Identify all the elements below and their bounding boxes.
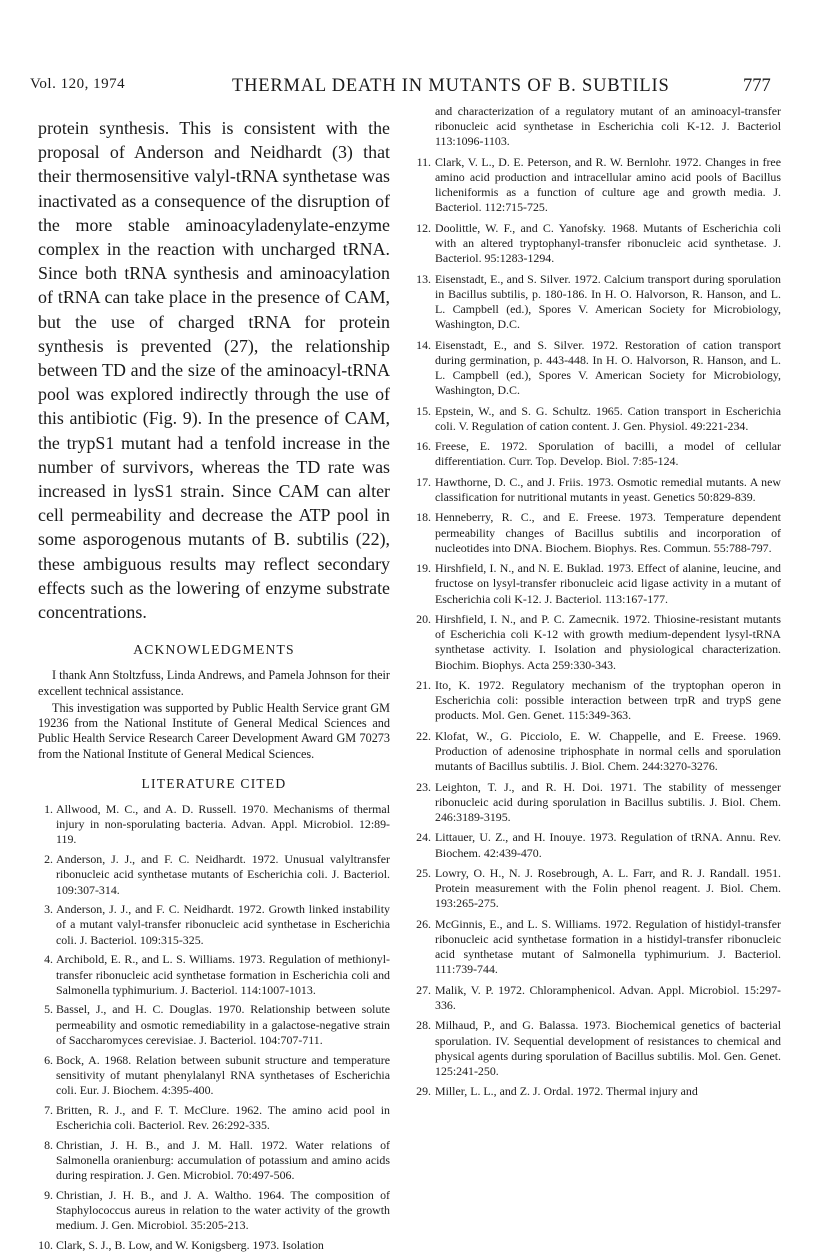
- reference-item: [413, 338, 781, 399]
- reference-text: Hawthorne, D. C., and J. Friis. 1973. Osmotic remedial mutants. A new classification for nutritional mutants in yeast. Genetics 50:829-839.: [435, 474, 781, 504]
- reference-text: Eisenstadt, E., and S. Silver. 1972. Restoration of cation transport during germination, p. 443-448. In H. O. Halvorson, R. Hanson, and L. L. Campbell (ed.), Spores V. American Society for Microbiology, Washington, D.C.: [435, 337, 781, 398]
- reference-item: [38, 802, 390, 848]
- reference-number: 15.: [416, 403, 431, 418]
- reference-text: Ito, K. 1972. Regulatory mechanism of the tryptophan operon in Escherichia coli: possible interaction between trpR and trypS gene products. Mol. Gen. Genet. 115:349-363.: [435, 677, 781, 723]
- reference-number: 9.: [44, 1187, 53, 1202]
- reference-number: 21.: [416, 677, 431, 692]
- reference-text: Epstein, W., and S. G. Schultz. 1965. Cation transport in Escherichia coli. V. Regulation of cation content. J. Gen. Physiol. 49:221-234.: [435, 403, 781, 433]
- reference-number: 8.: [44, 1137, 53, 1152]
- reference-text: Britten, R. J., and F. T. McClure. 1962. The amino acid pool in Escherichia coli. Bacteriol. Rev. 26:292-335.: [56, 1102, 390, 1132]
- body-paragraph: protein synthesis. This is consistent with the proposal of Anderson and Neidhardt (3) that their thermosensitive valyl-tRNA synthetase was inactivated as a consequence of the disruption of the more stable aminoacyladenylate-enzyme complex in the reaction with uncharged tRNA. Since both tRNA synthesis and aminoacylation of tRNA can take place in the presence of CAM, but the use of charged tRNA for protein synthesis is prevented (27), the relationship between TD and the size of the aminoacyl-tRNA pool was explored indirectly through the use of this antibiotic (Fig. 9). In the presence of CAM, the trypS1 mutant had a tenfold increase in the number of survivors, whereas the TD rate was increased in lysS1 strain. Since CAM can alter cell permeability and decrease the ATP pool in some asporogenous mutants of B. subtilis (22), these ambiguous results may reflect secondary effects such as the lowering of enzyme substrate concentrations.: [38, 118, 390, 623]
- reference-text: Anderson, J. J., and F. C. Neidhardt. 1972. Unusual valyltransfer ribonucleic acid synthetase mutants of Escherichia coli. J. Bacteriol. 109:307-314.: [56, 852, 390, 897]
- reference-number: 4.: [44, 952, 53, 967]
- reference-number: 11.: [416, 154, 431, 169]
- reference-text: Henneberry, R. C., and E. Freese. 1973. Temperature dependent permeability changes of Bacillus subtilis and incorporation of nucleotides into DNA. Biochem. Biophys. Res. Commun. 55:788-797.: [435, 510, 781, 555]
- reference-number: 28.: [416, 1018, 431, 1033]
- reference-number: 7.: [44, 1102, 53, 1117]
- running-header-title: THERMAL DEATH IN MUTANTS OF B. SUBTILIS: [232, 76, 670, 96]
- reference-number: 23.: [416, 779, 431, 794]
- reference-text: Doolittle, W. F., and C. Yanofsky. 1968. Mutants of Escherichia coli with an altered tryptophanyl-transfer ribonucleic acid synthetase. J. Bacteriol. 95:1283-1294.: [435, 220, 781, 266]
- reference-number: 16.: [416, 439, 431, 454]
- reference-item: [413, 1084, 781, 1099]
- reference-text: Clark, V. L., D. E. Peterson, and R. W. Bernlohr. 1972. Changes in free amino acid production and intracellular amino acid pools of Bacillus licheniformis as a function of culture age and growth media. J. Bacteriol. 112:715-725.: [435, 154, 781, 215]
- reference-number: 1.: [44, 802, 53, 817]
- reference-item: [413, 439, 781, 469]
- reference-text: Littauer, U. Z., and H. Inouye. 1973. Regulation of tRNA. Annu. Rev. Biochem. 42:439-470.: [435, 830, 781, 860]
- reference-text: Lowry, O. H., N. J. Rosebrough, A. L. Farr, and R. J. Randall. 1951. Protein measurement with the Folin phenol reagent. J. Biol. Chem. 193:265-275.: [435, 865, 781, 911]
- reference-list-left: [38, 802, 390, 1253]
- reference-number: 19.: [416, 561, 431, 576]
- reference-item: [38, 852, 390, 898]
- reference-number: 12.: [416, 220, 431, 235]
- left-column: [38, 116, 390, 1258]
- reference-number: 5.: [44, 1002, 53, 1017]
- reference-number: 24.: [416, 830, 431, 845]
- reference-text: Hirshfield, I. N., and P. C. Zamecnik. 1972. Thiosine-resistant mutants of Escherichia coli K-12 with growth medium-dependent lysyl-tRNA synthetase activity. I. Isolation and physiological characterization. Biochim. Biophys. Acta 259:330-343.: [435, 611, 781, 672]
- reference-item: [413, 475, 781, 505]
- reference-text: Leighton, T. J., and R. H. Doi. 1971. The stability of messenger ribonucleic acid during sporulation in Bacillus subtilis. J. Biol. Chem. 246:3189-3195.: [435, 779, 781, 824]
- reference-number: 27.: [416, 982, 431, 997]
- reference-item: [413, 561, 781, 607]
- reference-item: [38, 1053, 390, 1099]
- reference-text: Bock, A. 1968. Relation between subunit structure and temperature sensitivity of mutant phenylalanyl RNA synthetases of Escherichia coli. Eur. J. Biochem. 4:395-400.: [56, 1052, 390, 1097]
- reference-item: [413, 404, 781, 434]
- reference-item: [38, 1188, 390, 1234]
- reference-item: [413, 510, 781, 556]
- reference-text: Anderson, J. J., and F. C. Neidhardt. 1972. Growth linked instability of a mutant valyl-transfer ribonucleic acid synthetase in Escherichia coli. J. Bacteriol. 109:315-325.: [56, 902, 390, 947]
- reference-number: 10.: [38, 1237, 53, 1252]
- reference-text: Clark, S. J., B. Low, and W. Konigsberg. 1973. Isolation: [56, 1237, 324, 1252]
- reference-item: [38, 902, 390, 948]
- reference-item: [38, 1238, 390, 1253]
- reference-number: 22.: [416, 728, 431, 743]
- reference-item: [413, 221, 781, 267]
- reference-text: Bassel, J., and H. C. Douglas. 1970. Relationship between solute permeability and osmotic remediability in a galactose-negative strain of Saccharomyces cerevisiae. J. Bacteriol. 104:707-711.: [56, 1002, 390, 1047]
- page-number: 777: [743, 76, 771, 96]
- reference-text: Freese, E. 1972. Sporulation of bacilli, a model of cellular differentiation. Curr. Top. Develop. Biol. 7:85-124.: [435, 439, 781, 469]
- reference-item: [413, 1018, 781, 1079]
- reference-item: [413, 612, 781, 673]
- reference-number: 25.: [416, 865, 431, 880]
- reference-item: [413, 678, 781, 724]
- reference-text: Archibold, E. R., and L. S. Williams. 1973. Regulation of methionyl-transfer ribonucleic acid synthetase formation in Escherichia coli and Salmonella typhimurium. J. Bacteriol. 114:1007-1013.: [56, 952, 390, 997]
- reference-number: 20.: [416, 611, 431, 626]
- acknowledgment-paragraph: This investigation was supported by Public Health Service grant GM 19236 from the National Institute of General Medical Sciences and Public Health Service Research Career Development Award GM 70273 from the National Institute of General Medical Sciences.: [38, 700, 390, 761]
- acknowledgments-heading: ACKNOWLEDGMENTS: [133, 642, 295, 658]
- reference-number: 26.: [416, 916, 431, 931]
- right-column: [413, 104, 781, 1105]
- reference-text: McGinnis, E., and L. S. Williams. 1972. Regulation of histidyl-transfer ribonucleic acid synthetase formation in a histidyl-transfer ribonucleic acid synthetase mutant of Salmonella typhimurium. J. Bacteriol. 111:739-744.: [435, 916, 781, 977]
- reference-item: [413, 272, 781, 333]
- reference-text: Hirshfield, I. N., and N. E. Buklad. 1973. Effect of alanine, leucine, and fructose on lysyl-transfer ribonucleic acid ligase activity in a mutant of Escherichia coli K-12. J. Bacteriol. 113:167-177.: [435, 561, 781, 606]
- acknowledgment-paragraph: I thank Ann Stoltzfuss, Linda Andrews, and Pamela Johnson for their excellent technical assistance.: [38, 668, 390, 698]
- reference-number: 13.: [416, 271, 431, 286]
- reference-item: [38, 1138, 390, 1184]
- reference-item: [413, 983, 781, 1013]
- reference-item: [38, 1103, 390, 1133]
- reference-item: [413, 155, 781, 216]
- reference-number: 18.: [416, 510, 431, 525]
- reference-item: [38, 1002, 390, 1048]
- reference-item: [413, 729, 781, 775]
- reference-item: [413, 866, 781, 912]
- reference-item: [413, 780, 781, 826]
- reference-item: [413, 830, 781, 860]
- reference-number: 6.: [44, 1052, 53, 1067]
- reference-number: 14.: [416, 337, 431, 352]
- reference-text: Klofat, W., G. Picciolo, E. W. Chappelle, and E. Freese. 1969. Production of adenosine triphosphate in normal cells and sporulation mutants of Bacillus subtilis. J. Biol. Chem. 244:3270-3276.: [435, 728, 781, 774]
- reference-number: 3.: [44, 902, 53, 917]
- running-header-volume: Vol. 120, 1974: [30, 76, 126, 92]
- reference-text: Miller, L. L., and Z. J. Ordal. 1972. Thermal injury and: [435, 1084, 698, 1099]
- reference-text: Christian, J. H. B., and J. M. Hall. 1972. Water relations of Salmonella oranienburg: accumulation of potassium and amino acids during respiration. J. Gen. Microbiol. 70:497-506.: [56, 1137, 390, 1183]
- reference-text: Eisenstadt, E., and S. Silver. 1972. Calcium transport during sporulation in Bacillus subtilis, p. 180-186. In H. O. Halvorson, R. Hanson, and L. L. Campbell (ed.), Spores V. American Society for Microbiology, Washington, D.C.: [435, 271, 781, 332]
- reference-item: [413, 917, 781, 978]
- reference-continuation: and characterization of a regulatory mutant of an aminoacyl-transfer ribonucleic acid synthetase in Escherichia coli K-12. J. Bacteriol 113:1096-1103.: [435, 104, 781, 149]
- reference-number: 2.: [44, 852, 53, 867]
- reference-number: 17.: [416, 474, 431, 489]
- reference-text: Christian, J. H. B., and J. A. Waltho. 1964. The composition of Staphylococcus aureus in relation to the water activity of the growth medium. J. Gen. Microbiol. 35:205-213.: [56, 1187, 390, 1233]
- reference-item: [38, 952, 390, 998]
- literature-heading: LITERATURE CITED: [141, 776, 287, 792]
- reference-number: 29.: [416, 1084, 431, 1099]
- reference-text: Allwood, M. C., and A. D. Russell. 1970. Mechanisms of thermal injury in non-sporulating bacteria. Advan. Appl. Microbiol. 12:89-119.: [56, 802, 390, 847]
- reference-text: Malik, V. P. 1972. Chloramphenicol. Advan. Appl. Microbiol. 15:297-336.: [435, 982, 781, 1012]
- reference-text: Milhaud, P., and G. Balassa. 1973. Biochemical genetics of bacterial sporulation. IV. Sequential development of resistances to chemical and physical agents during sporulation of Bacillus subtilis. Mol. Gen. Genet. 125:241-250.: [435, 1018, 781, 1078]
- reference-list-right: [413, 155, 781, 1100]
